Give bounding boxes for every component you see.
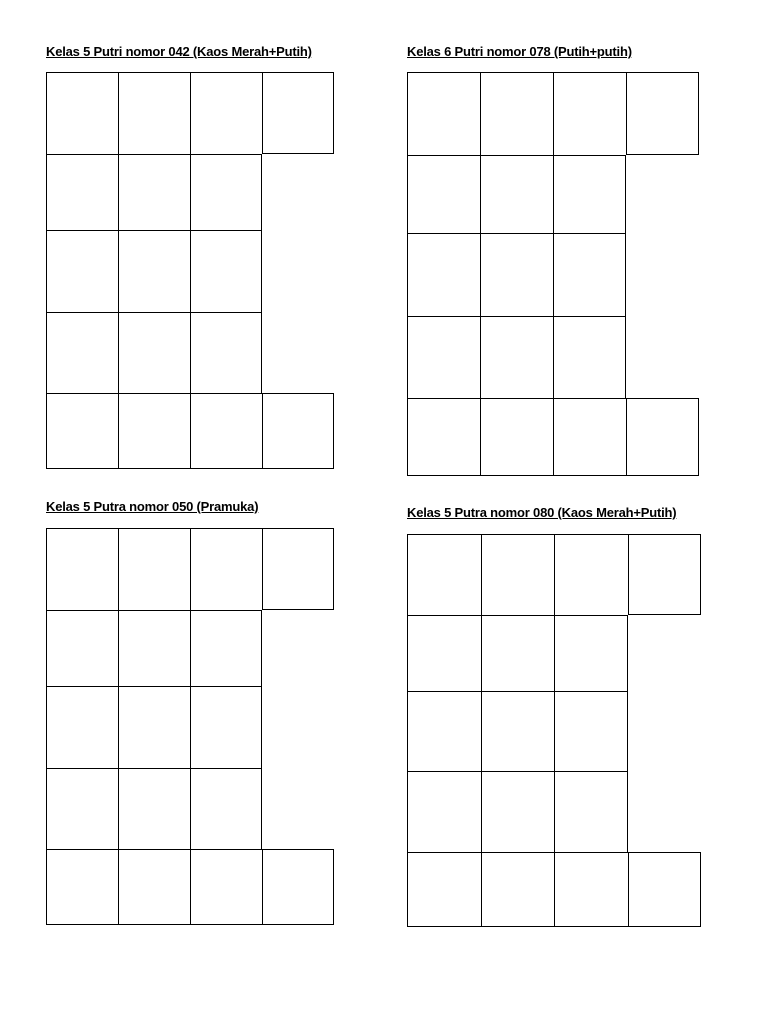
seat-cell: [262, 610, 334, 686]
seat-cell: [262, 686, 334, 768]
seat-cell: [190, 686, 262, 768]
seat-cell: [262, 72, 334, 154]
sheet-title-1: Kelas 5 Putri nomor 042 (Kaos Merah+Putih): [46, 44, 312, 59]
seat-cell: [118, 230, 190, 312]
seat-cell: [118, 686, 190, 768]
seat-cell: [480, 233, 553, 316]
seat-cell: [407, 233, 480, 316]
seat-cell: [407, 615, 481, 691]
seat-cell: [46, 230, 118, 312]
seat-cell: [262, 393, 334, 469]
seat-cell: [481, 534, 555, 615]
seat-cell: [628, 852, 702, 927]
seat-cell: [46, 154, 118, 230]
seat-cell: [553, 155, 626, 233]
seat-cell: [553, 398, 626, 476]
seat-cell: [628, 534, 702, 615]
seat-cell: [407, 72, 480, 155]
seat-cell: [118, 312, 190, 393]
seat-cell: [407, 155, 480, 233]
seat-cell: [407, 534, 481, 615]
seat-cell: [626, 316, 699, 398]
sheet-title-2: Kelas 6 Putri nomor 078 (Putih+putih): [407, 44, 632, 59]
seat-cell: [118, 154, 190, 230]
seat-cell: [481, 615, 555, 691]
seat-cell: [554, 534, 628, 615]
seat-cell: [628, 615, 702, 691]
seat-cell: [46, 610, 118, 686]
seat-cell: [407, 691, 481, 771]
seat-cell: [554, 615, 628, 691]
seat-grid-4: [407, 534, 701, 927]
seat-cell: [190, 312, 262, 393]
seat-cell: [626, 233, 699, 316]
seat-cell: [407, 398, 480, 476]
seat-cell: [554, 852, 628, 927]
seat-cell: [118, 768, 190, 849]
seat-cell: [118, 393, 190, 469]
seat-cell: [628, 771, 702, 852]
seat-cell: [262, 528, 334, 610]
seat-cell: [118, 72, 190, 154]
seat-cell: [190, 72, 262, 154]
seat-cell: [190, 768, 262, 849]
seat-cell: [190, 528, 262, 610]
seat-cell: [118, 610, 190, 686]
seat-cell: [262, 312, 334, 393]
seat-cell: [553, 316, 626, 398]
seat-cell: [553, 233, 626, 316]
seat-cell: [46, 768, 118, 849]
seat-grid-1: [46, 72, 334, 469]
seat-cell: [46, 528, 118, 610]
seat-cell: [480, 316, 553, 398]
seat-cell: [190, 393, 262, 469]
seat-cell: [481, 852, 555, 927]
seat-cell: [554, 771, 628, 852]
seat-cell: [407, 852, 481, 927]
seat-cell: [626, 72, 699, 155]
seat-grid-2: [407, 72, 699, 476]
seat-cell: [407, 316, 480, 398]
seat-cell: [480, 155, 553, 233]
seat-cell: [480, 398, 553, 476]
seat-cell: [190, 230, 262, 312]
seat-cell: [262, 230, 334, 312]
seat-cell: [481, 771, 555, 852]
seat-cell: [407, 771, 481, 852]
seat-cell: [262, 154, 334, 230]
sheet-title-4: Kelas 5 Putra nomor 080 (Kaos Merah+Putih): [407, 505, 677, 520]
seat-cell: [46, 849, 118, 925]
seat-cell: [190, 849, 262, 925]
seat-cell: [190, 154, 262, 230]
seat-cell: [626, 398, 699, 476]
seat-cell: [262, 768, 334, 849]
seat-cell: [554, 691, 628, 771]
sheet-title-3: Kelas 5 Putra nomor 050 (Pramuka): [46, 499, 259, 514]
seat-cell: [118, 849, 190, 925]
seat-grid-3: [46, 528, 334, 925]
seat-cell: [553, 72, 626, 155]
seat-cell: [46, 686, 118, 768]
seat-cell: [46, 312, 118, 393]
seat-cell: [626, 155, 699, 233]
seat-cell: [480, 72, 553, 155]
seat-cell: [46, 72, 118, 154]
seat-cell: [118, 528, 190, 610]
seat-cell: [190, 610, 262, 686]
seat-cell: [481, 691, 555, 771]
seat-cell: [628, 691, 702, 771]
seat-cell: [46, 393, 118, 469]
seat-cell: [262, 849, 334, 925]
